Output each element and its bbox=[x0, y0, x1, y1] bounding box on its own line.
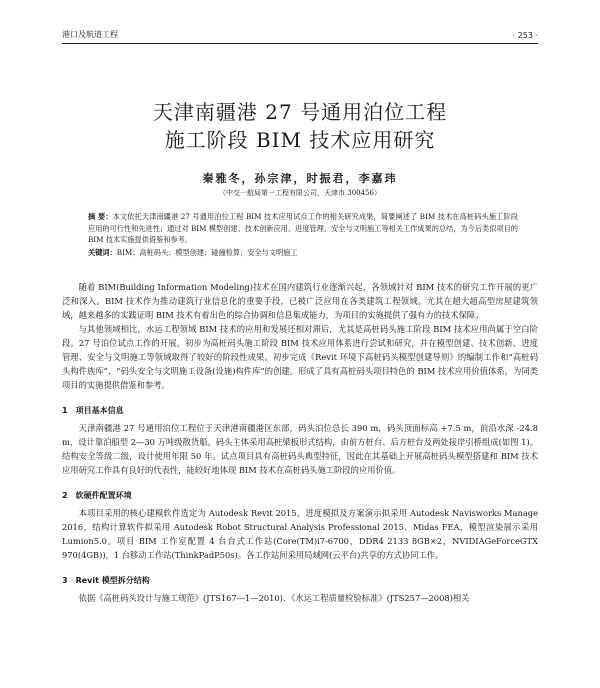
affiliation: （中交一航局第一工程有限公司，天津市 300456） bbox=[219, 189, 381, 197]
page-number: · 253 · bbox=[512, 31, 538, 40]
section-2-title: 软硬件配置环境 bbox=[75, 491, 132, 500]
section-1-heading bbox=[62, 404, 538, 418]
abstract-block bbox=[88, 211, 518, 258]
journal-name: 港口及航道工程 bbox=[62, 30, 118, 39]
section-1-number: 1 bbox=[62, 406, 68, 415]
section-3-title: Revit 模型拆分结构 bbox=[75, 576, 150, 585]
section-1-title: 项目基本信息 bbox=[75, 406, 124, 415]
intro-paragraph-2: 与其他领域相比，水运工程领域 BIM 技术的应用和发展还相对滞后，尤其是高桩码头施工阶段 BIM 技术应用尚属于空白阶段。27 号泊位试点工作的开展，初步为高桩码头施工阶段 BIM 技术应用体系进行尝试和研究，并在模型创建、技术创新、进度管理、安全与文明施工等领域取得了较好的阶段性成果。初步完成《Revit 环境下高桩码头模型创建导则》的编制工作和“高桩码头构件族库”、“码头安全与文明施工设备(设施)构件库”的创建。形成了具有高桩码头项目特色的 BIM 技术应用价值体系，为同类项目的实施提供借鉴和参考。 bbox=[62, 324, 538, 390]
running-header bbox=[62, 24, 538, 44]
section-1-paragraph: 天津南疆港 27 号通用泊位工程位于天津港南疆港区东部，码头泊位总长 390 m，码头顶面标高 +7.5 m，前沿水深 -24.8 m，设计靠泊船型 2—30 万吨级散货船。码头主体采用高桩梁板形式结构，由前方桩台、后方桩台及两处接岸引桥组成(如图 1)。结构安全等级二级，设计使用年限 50 年。试点项目具有高桩码头典型特征，因此在其基础上开展高桩码头模型搭建和 BIM 技术应用研究工作具有良好的代表性，能较好地体现 BIM 技术在高桩码头施工阶段的应用价值。 bbox=[62, 423, 538, 475]
section-2-paragraph: 本项目采用的核心建模软件选定为 Autodesk Revit 2015，进度模拟及方案演示拟采用 Autodesk Navisworks Manage 2016，结构计算软件拟采用 Autodesk Robot Structural Analysis Professional 2015、Midas FEA，模型渲染展示采用 Lumion5.0。项目 BIM 工作室配置 4 台台式工作站(Core(TM)i7-6700，DDR4 2133 8GB×2，NVIDIAGeForceGTX 970(4GB))，1 台移动工作站(ThinkPadP50s)。各工作站间采用局域网(云平台)共享的方式协同工作。 bbox=[62, 508, 538, 560]
section-2-number: 2 bbox=[62, 491, 68, 500]
keywords-text: BIM；高桩码头；模型创建；碰撞检算；安全与文明施工 bbox=[116, 247, 298, 257]
body-text bbox=[62, 280, 538, 605]
title-line-1: 天津南疆港 27 号通用泊位工程 bbox=[152, 100, 448, 124]
keywords bbox=[88, 247, 518, 259]
paper-title bbox=[0, 98, 600, 154]
section-2-heading bbox=[62, 489, 538, 503]
keywords-label: 关键词： bbox=[88, 247, 117, 257]
section-3-paragraph: 依据《高桩码头设计与施工规范》(JTS167—1—2010)、《水运工程质量检验标准》(JTS257—2008)相关 bbox=[78, 593, 470, 603]
abstract bbox=[88, 211, 518, 246]
section-3-heading bbox=[62, 574, 538, 588]
abstract-text: 本文依托天津南疆港 27 号通用泊位工程 BIM 技术应用试点工作的相关研究成果，简要阐述了 BIM 技术在高桩码头施工阶段应用的可行性和先进性；通过对 BIM 模型创建、技术创新应用、进度管理、安全与文明施工等相关工作成果的总结，为今后类似项目的 BIM 技术实施提供借鉴和参考。 bbox=[88, 212, 518, 244]
authors: 秦雅冬，孙宗津，时振君，李嘉玮 bbox=[202, 172, 398, 185]
intro-paragraph-1: 随着 BIM(Building Information Modeling)技术在国内建筑行业逐渐兴起，各领域针对 BIM 技术的研究工作开展的更广泛和深入。BIM 技术作为推动建筑行业信息化的重要手段，已被广泛应用在各类建筑工程领域。尤其在超大超高型房屋建筑领域，越来越多的实践证明 BIM 技术有着出色的综合协调和信息集成能力，为项目的实施提供了强有力的技术保障。 bbox=[62, 282, 538, 320]
section-3-number: 3 bbox=[62, 576, 68, 585]
title-line-2: 施工阶段 BIM 技术应用研究 bbox=[164, 128, 436, 152]
abstract-label: 摘 要： bbox=[88, 212, 113, 221]
